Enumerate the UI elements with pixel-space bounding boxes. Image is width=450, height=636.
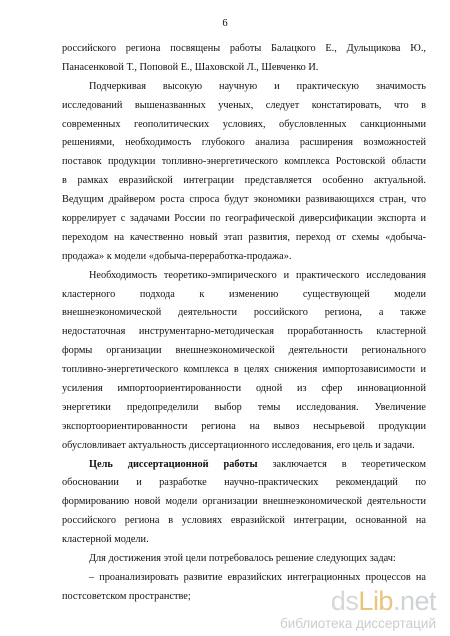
text-line: топливно-энергетического комплекса в целях снижения импортозависимости и [62,364,426,376]
text-line: экспортоориентированности региона на вывоз несырьевой продукции [62,420,426,432]
text-line: обусловливает актуальность диссертационного исследования, его цель и задачи. [62,439,415,451]
text-line: формы организации внешнеэкономической деятельности регионального [62,345,426,357]
text-line: переходом на качественно новый этап развития, переход от схемы «добыча- [62,231,426,243]
text-line: Подчеркивая высокую научную и практическую значимость [89,80,426,92]
text-line: коррелирует с задачами России по географической диверсификации экспорта и [62,213,426,225]
text-line: Ведущим драйвером роста спроса будут экономики развивающихся стран, что [62,194,426,206]
task-item: – проанализировать развитие евразийских интеграционных процессов на [89,571,426,583]
body-text [62,40,426,607]
text-line: российского региона посвящены работы Балацкого Е., Дульщикова Ю., [62,43,426,54]
dslib-watermark [266,586,436,630]
tasks-intro: Для достижения этой цели потребовалось решение следующих задач: [89,553,396,565]
text-line: в рамках евразийской интеграции представляется особенно актуальной. [62,175,426,187]
text-line: недостаточная инструментарно-методическая проработанность кластерной [62,326,426,338]
page-number: 6 [222,18,228,29]
text-line: российского региона в условиях евразийской интеграции, основанной на [62,515,426,527]
text-line: усиления импортоориентированности одной из сфер инновационной [62,383,426,395]
text-line: внешнеэкономической деятельности российского региона, а также [62,307,426,319]
text-line: Панасенковой Т., Поповой Е., Шаховской Л., Шевченко И. [62,61,319,73]
text-line: формированию новой модели организации внешнеэкономической деятельности [62,496,426,508]
text-line: продажа» к модели «добыча-переработка-продажа». [62,250,292,262]
text-line: поставок продукции топливно-энергетического комплекса Ростовской области [62,156,426,168]
text-line: кластерной модели. [62,534,149,546]
goal-rest: заключается в теоретическом [272,458,426,470]
text-line: решениями, необходимость глубокого анализа расширения возможностей [62,137,426,149]
text-line: кластерного подхода к изменению существующей модели [62,288,426,300]
task-item-continuation: постсоветском пространстве; [62,590,191,602]
text-line: исследований вышеназванных ученых, следует констатировать, что в [62,99,426,111]
text-line: современных геополитических условиях, обусловленных санкционными [62,118,426,130]
dslib-logo: dsLib.net [330,586,436,616]
text-line: обосновании и разработке научно-практических рекомендаций по [62,477,426,489]
text-line: энергетики предопределили выбор темы исследования. Увеличение [62,401,426,413]
goal-heading: Цель диссертационной работы [89,458,258,470]
text-line: Необходимость теоретико-эмпирического и практического исследования [89,269,426,281]
goal-line [62,456,426,475]
watermark-subtitle: библиотека диссертаций [279,616,436,631]
